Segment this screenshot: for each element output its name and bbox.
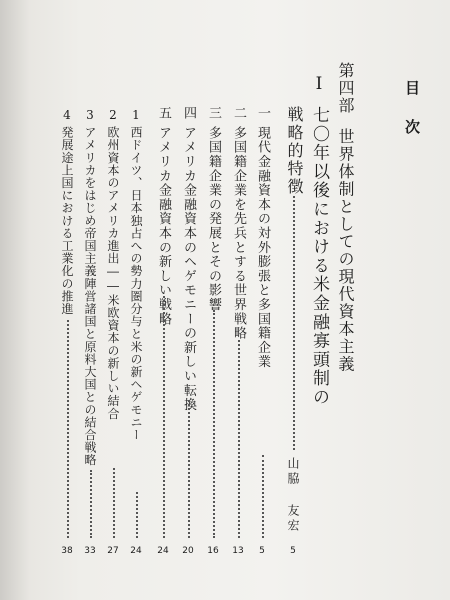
subsection-title: 欧州資本のアメリカ進出――米欧資本の新しい結合 [106,126,120,420]
page-number: 38 [61,546,73,556]
page-number: 24 [157,546,169,556]
section-title-line1: 七〇年以後における米金融寡頭制の [309,106,329,407]
leader-dots [262,455,266,538]
chapter-title: アメリカ金融資本のヘゲモニーの新しい転換 [181,126,196,412]
chapter-title: 多国籍企業の発展とその影響 [206,126,221,312]
subsection-number: 4 [60,108,74,123]
leader-dots [67,320,71,538]
leader-dots [136,492,140,538]
page-number: 5 [290,546,296,556]
leader-dots [188,400,192,538]
subsection-number: 2 [106,108,120,123]
chapter-number: 五 [156,106,171,121]
chapter-number: 三 [206,106,221,121]
page-number: 5 [259,546,265,556]
chapter-number: 二 [231,106,246,121]
page-number: 13 [232,546,244,556]
page-number: 16 [207,546,219,556]
subsection-title: 発展途上国における工業化の推進 [60,126,74,315]
leader-dots [90,470,94,538]
leader-dots [113,468,117,538]
page-number: 33 [84,546,96,556]
subsection-title: 西ドイツ、日本独占への勢力圏分与と米の新ヘゲモニー [129,126,143,441]
subsection-number: 3 [83,108,97,123]
section-title-line2: 戦略的特徴 [285,106,304,196]
section-numeral: I [309,74,329,96]
part-title: 世界体制としての現代資本主義 [336,128,355,373]
chapter-title: 多国籍企業を先兵とする世界戦略 [231,126,246,341]
leader-dots [293,196,297,450]
page-number: 20 [182,546,194,556]
author-name: 山脇 友宏 [286,457,300,534]
chapter-number: 一 [255,106,270,121]
page-number: 24 [130,546,142,556]
leader-dots [238,340,242,538]
page-number: 27 [107,546,119,556]
chapter-title: 現代金融資本の対外膨張と多国籍企業 [255,126,270,370]
subsection-number: 1 [129,108,143,123]
leader-dots [213,310,217,538]
part-label: 第四部 [336,62,355,115]
toc-title: 目次 [403,80,421,158]
chapter-number: 四 [181,106,196,121]
subsection-title: アメリカをはじめ帝国主義陣営諸国と原料大国との結合戦略 [83,126,97,467]
leader-dots [163,296,167,538]
chapter-title: アメリカ金融資本の新しい戦略 [156,126,171,327]
gutter-shadow [0,0,30,600]
